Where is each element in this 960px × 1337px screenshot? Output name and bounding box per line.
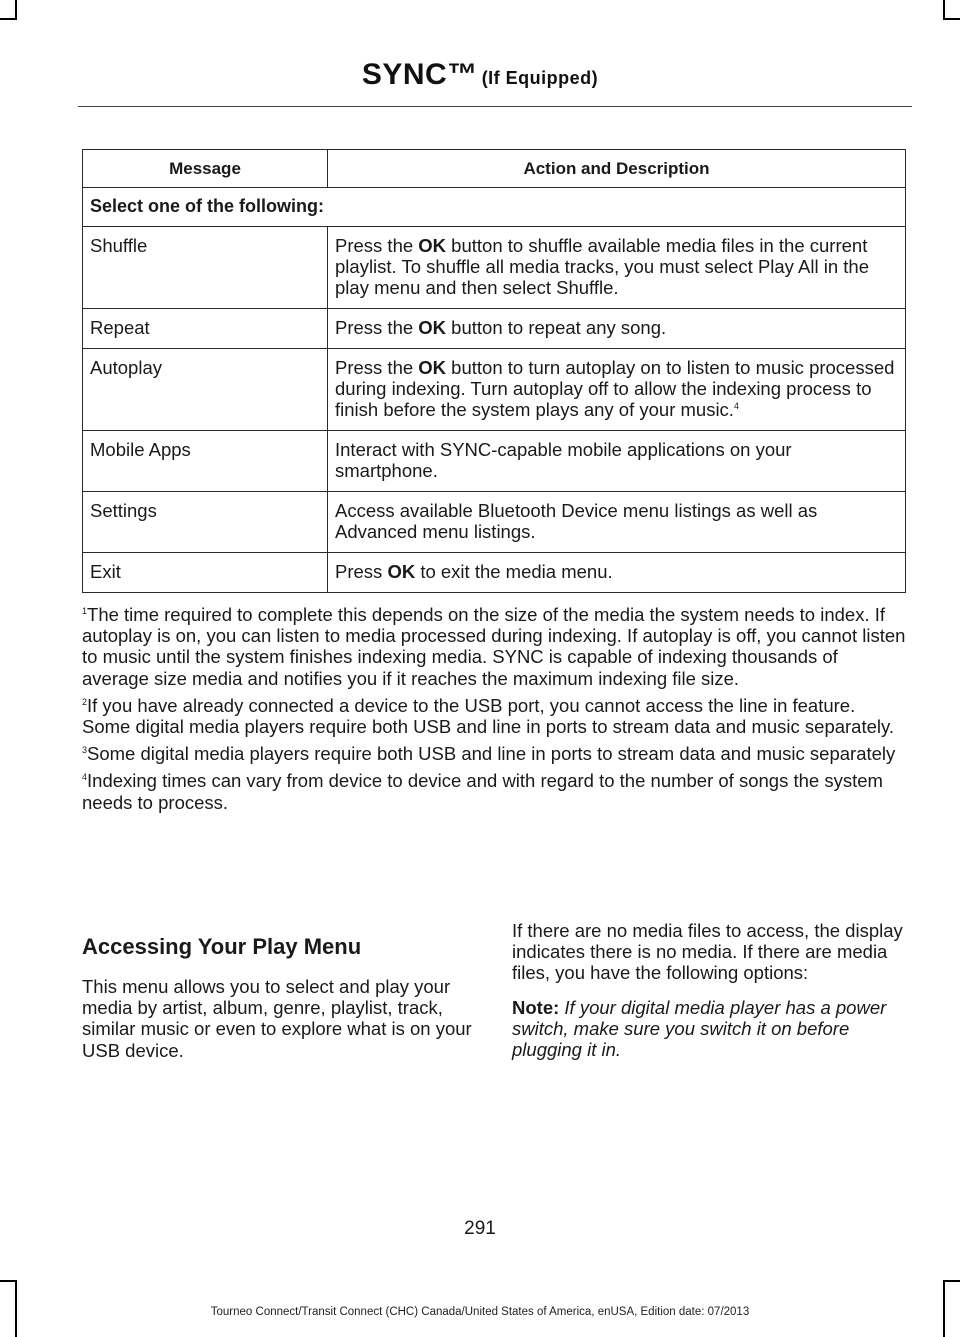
right-column — [512, 920, 908, 1073]
action-text: Press the — [335, 235, 419, 256]
header-title: SYNC™ — [361, 58, 478, 91]
section-label: Select one of the following: — [83, 188, 906, 227]
action-text: button to turn autoplay on to listen to music processed during indexing. Turn autoplay off to allow the indexing process to finish before the system plays any of your music. — [335, 357, 895, 420]
action-text: Access available Bluetooth Device menu listings as well as Advanced menu listings. — [335, 500, 818, 542]
play-menu-section — [82, 934, 478, 1061]
section-row — [83, 188, 906, 227]
page-number: 291 — [464, 1218, 496, 1239]
action-cell — [328, 553, 906, 593]
ok-button-label: OK — [418, 235, 447, 256]
table-row — [83, 309, 906, 349]
media-options-body: If there are no media files to access, the display indicates there is no media. If there are media files, you have the following options: — [512, 920, 903, 984]
footnote-ref: 4 — [733, 400, 739, 411]
table-row — [83, 492, 906, 553]
footnote — [82, 743, 908, 764]
footnote — [82, 770, 908, 812]
page-header — [0, 58, 960, 92]
message-cell: Autoplay — [83, 349, 328, 431]
footnotes — [82, 604, 908, 819]
action-text: Press the — [335, 317, 419, 338]
note-paragraph — [512, 997, 908, 1061]
footnote-text: The time required to complete this depends on the size of the media the system needs to index. If autoplay is on, you can listen to media processed during indexing. If autoplay is off, you cannot listen to music until the system finishes indexing media. SYNC is capable of indexing thousands of average size media and notifies you if it reaches the maximum indexing file size. — [82, 604, 906, 689]
crop-mark-top-left-v — [15, 0, 17, 20]
action-cell — [328, 227, 906, 309]
crop-mark-top-right-h — [943, 18, 960, 20]
footnote-number: 4 — [82, 772, 88, 783]
footnote-number: 1 — [82, 605, 88, 616]
footnote-text: Indexing times can vary from device to device and with regard to the number of songs the system needs to process. — [82, 770, 883, 813]
note-text: If your digital media player has a power switch, make sure you switch it on before plugging it in. — [512, 996, 887, 1061]
action-text: to exit the media menu. — [415, 561, 613, 582]
action-cell — [328, 492, 906, 553]
table-header-row — [83, 150, 906, 188]
message-table — [82, 149, 906, 593]
action-cell — [328, 309, 906, 349]
section-heading: Accessing Your Play Menu — [82, 934, 362, 959]
table-row — [83, 431, 906, 492]
message-cell: Mobile Apps — [83, 431, 328, 492]
message-cell: Shuffle — [83, 227, 328, 309]
crop-mark-bottom-right-h — [943, 1280, 960, 1282]
action-text: Press the — [335, 357, 419, 378]
footnote — [82, 604, 908, 689]
action-text: button to repeat any song. — [446, 317, 667, 338]
table-row — [83, 227, 906, 309]
ok-button-label: OK — [387, 561, 416, 582]
message-cell: Exit — [83, 553, 328, 593]
table-row — [83, 553, 906, 593]
ok-button-label: OK — [418, 357, 447, 378]
message-cell: Repeat — [83, 309, 328, 349]
column-header-message: Message — [83, 150, 328, 188]
action-text: Press — [335, 561, 388, 582]
action-cell — [328, 349, 906, 431]
footer-edition: Tourneo Connect/Transit Connect (CHC) Canada/United States of America, enUSA, Edition date: 07/2013 — [210, 1306, 750, 1318]
play-menu-body: This menu allows you to select and play your media by artist, album, genre, playlist, track, similar music or even to explore what is on your USB device. — [82, 976, 472, 1061]
footnote-text: If you have already connected a device to the USB port, you cannot access the line in feature. Some digital media players require both USB and line in ports to stream data and music separately. — [82, 694, 895, 738]
action-cell — [328, 431, 906, 492]
crop-mark-bottom-left-h — [0, 1280, 17, 1282]
footnote-number: 2 — [82, 696, 88, 707]
crop-mark-top-left-h — [0, 18, 17, 20]
note-label: Note: — [512, 996, 560, 1018]
action-text: Interact with SYNC-capable mobile applications on your smartphone. — [335, 439, 792, 481]
table-row — [83, 349, 906, 431]
footnote — [82, 695, 908, 737]
message-cell: Settings — [83, 492, 328, 553]
footnote-number: 3 — [82, 745, 88, 756]
ok-button-label: OK — [418, 317, 447, 338]
footnote-text: Some digital media players require both USB and line in ports to stream data and music separately — [87, 743, 896, 765]
action-text: button to shuffle available media files in the current playlist. To shuffle all media tracks, you must select Play All in the play menu and then select Shuffle. — [335, 235, 870, 298]
crop-mark-top-right-v — [943, 0, 945, 20]
header-subtitle: (If Equipped) — [481, 68, 599, 88]
column-header-action: Action and Description — [328, 150, 906, 188]
header-divider — [78, 106, 912, 107]
